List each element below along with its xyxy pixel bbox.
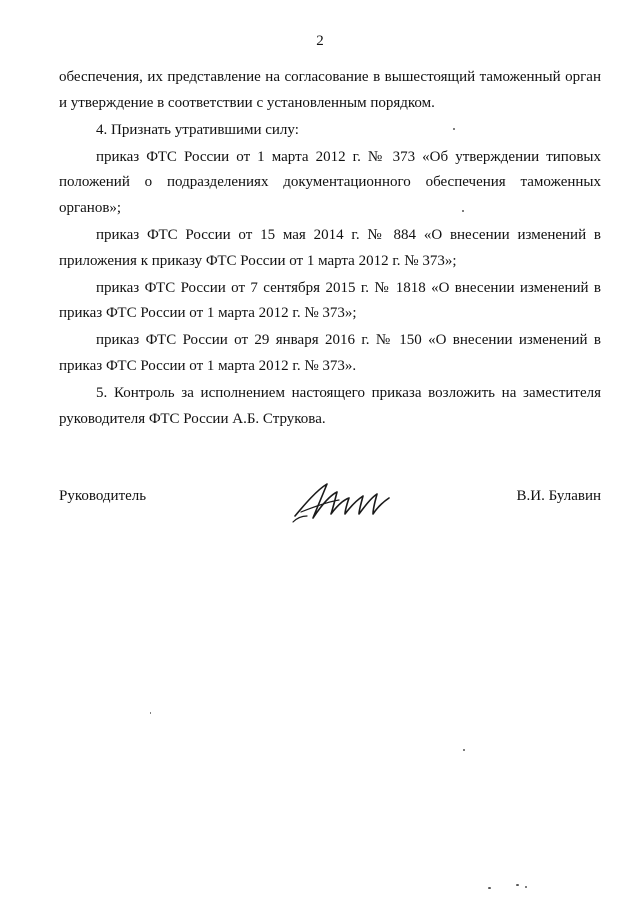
paragraph-3: приказ ФТС России от 15 мая 2014 г. № 884 «О внесении изменений в приложения к приказу ФТС России от 1 марта 2012 г. № 373»;: [59, 227, 601, 269]
paragraph-4: приказ ФТС России от 7 сентября 2015 г. № 1818 «О внесении изменений в приказ ФТС России от 1 марта 2012 г. № 373»;: [59, 279, 601, 322]
paragraph-1: 4. Признать утратившими силу:: [96, 121, 299, 138]
scan-speck: [463, 749, 465, 751]
paragraph-0: обеспечения, их представление на согласование в вышестоящий таможенный орган и утверждение в соответствии с установленным порядком.: [59, 69, 601, 111]
paragraph-6: 5. Контроль за исполнением настоящего приказа возложить на заместителя руководителя ФТС России А.Б. Струкова.: [59, 385, 601, 427]
signatory-title: Руководитель: [59, 488, 147, 504]
scan-speck: [488, 887, 491, 889]
scan-speck: [525, 886, 527, 888]
document-body: [59, 65, 601, 434]
signature-icon: [287, 478, 397, 528]
scan-speck: [453, 128, 455, 130]
scan-speck: [516, 884, 519, 886]
signature-block: [59, 488, 601, 548]
page-number: 2: [316, 33, 324, 49]
paragraph-2: приказ ФТС России от 1 марта 2012 г. № 373 «Об утверждении типовых положений о подразделениях документационного обеспечения таможенных органов»;: [59, 148, 601, 216]
scan-speck: [462, 210, 464, 212]
scan-speck: [150, 712, 151, 714]
paragraph-5: приказ ФТС России от 29 января 2016 г. № 150 «О внесении изменений в приказ ФТС России от 1 марта 2012 г. № 373».: [59, 332, 601, 375]
signatory-name: В.И. Булавин: [516, 488, 601, 504]
